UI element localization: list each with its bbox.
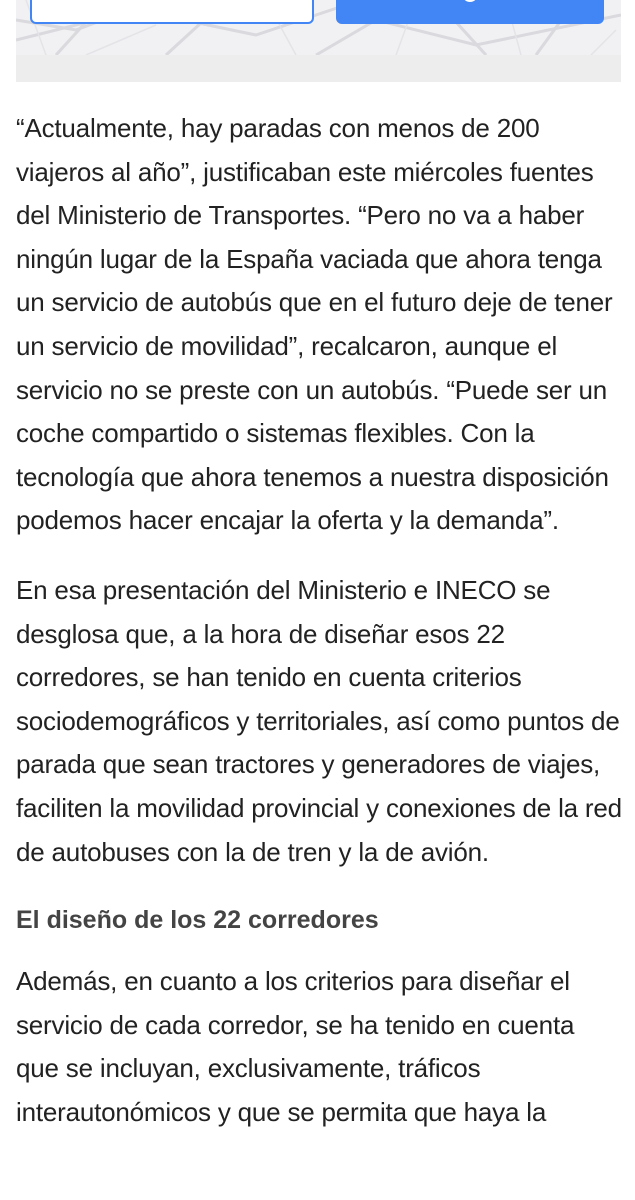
- paragraph-2: En esa presentación del Ministerio e INECO se desglosa que, a la hora de diseñar esos 22 corredores, se han tenido en cuenta criterios sociodemográficos y territoriales, así como puntos de parada que sean tractores y generadores de viajes, faciliten la movilidad provincial y conexiones de la red de autobuses con la de tren y la de avión.: [16, 574, 622, 867]
- button-label-fragment: [462, 0, 478, 2]
- search-button[interactable]: [336, 0, 604, 24]
- map-widget: [16, 0, 621, 82]
- paragraph-3: Además, en cuanto a los criterios para diseñar el servicio de cada corredor, se ha tenido en cuenta que se incluyan, exclusivamente, tráficos interautonómicos y que se permita que haya la: [16, 966, 575, 1127]
- article-body: [16, 107, 624, 1160]
- paragraph-1: “Actualmente, hay paradas con menos de 200 viajeros al año”, justificaban este miércoles fuentes del Ministerio de Transportes. “Pero no va a haber ningún lugar de la España vaciada que ahora tenga un servicio de autobús que en el futuro deje de tener un servicio de movilidad”, recalcaron, aunque el servicio no se preste con un autobús. “Puede ser un coche compartido o sistemas flexibles. Con la tecnología que ahora tenemos a nuestra disposición podemos hacer encajar la oferta y la demanda”.: [16, 113, 613, 536]
- section-heading: El diseño de los 22 corredores: [16, 906, 379, 935]
- map-footer: [16, 55, 621, 82]
- map-background: [16, 0, 621, 55]
- location-input[interactable]: [30, 0, 314, 24]
